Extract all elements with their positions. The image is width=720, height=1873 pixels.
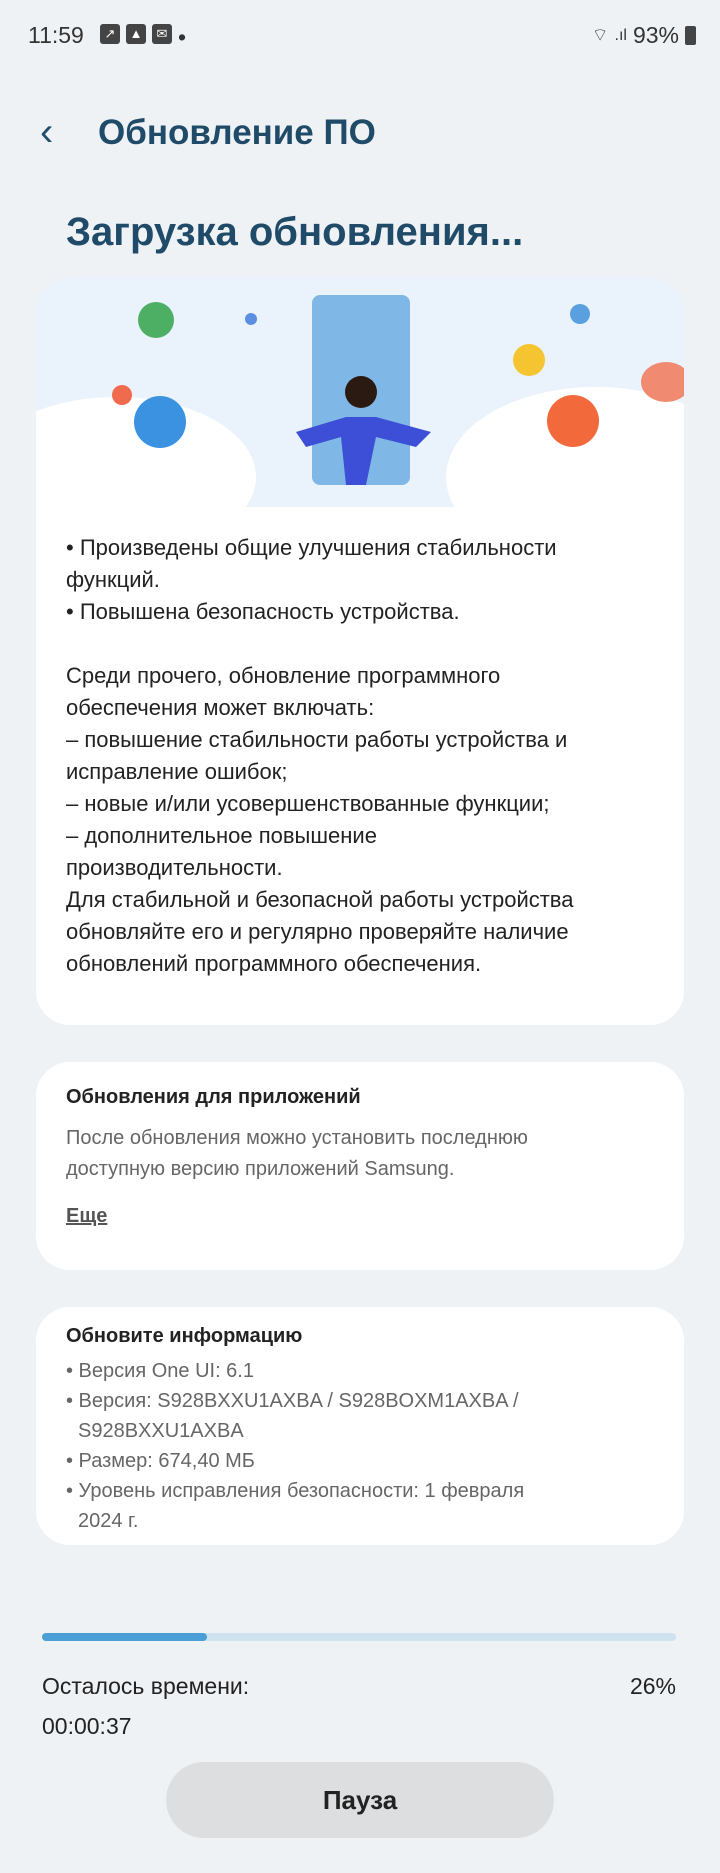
note-line: производительности. <box>66 855 283 880</box>
update-info-list <box>66 1356 654 1536</box>
progress-percent: 26% <box>629 1673 676 1699</box>
info-line: • Версия: S928BXXU1AXBA / S928BOXM1AXBA / <box>66 1390 519 1412</box>
note-line: • Повышена безопасность устройства. <box>66 599 460 624</box>
time-left-value: 00:00:37 <box>42 1713 132 1739</box>
note-line: – новые и/или усовершенствованные функции; <box>66 791 550 816</box>
status-time: 11:59 <box>28 22 84 48</box>
note-line: обновляйте его и регулярно проверяйте наличие <box>66 919 569 944</box>
update-info-title: Обновите информацию <box>66 1325 303 1347</box>
time-remaining <box>42 1666 249 1746</box>
update-info-card <box>36 1307 684 1545</box>
note-line: Для стабильной и безопасной работы устройства <box>66 887 574 912</box>
note-line: исправление ошибок; <box>66 759 288 784</box>
note-line: функций. <box>66 567 160 592</box>
info-line: • Версия One UI: 6.1 <box>66 1360 254 1382</box>
app-updates-title: Обновления для приложений <box>66 1086 361 1108</box>
update-illustration <box>36 277 684 507</box>
release-notes-text <box>66 532 573 980</box>
battery-percent: 93% <box>632 22 679 48</box>
note-line: обновлений программного обеспечения. <box>66 951 482 976</box>
text-line: доступную версию приложений Samsung. <box>66 1158 455 1180</box>
mail-notification-icon: ✉ <box>152 24 172 44</box>
more-notifications-icon: • <box>178 24 187 50</box>
more-link[interactable]: Еще <box>66 1205 108 1227</box>
app-updates-card <box>36 1062 684 1270</box>
info-line: • Уровень исправления безопасности: 1 февраля <box>66 1480 525 1502</box>
call-notification-icon: ↗ <box>100 24 120 44</box>
wifi-icon: ⌔ <box>591 25 609 45</box>
note-line: • Произведены общие улучшения стабильности <box>66 535 557 560</box>
page-title: Обновление ПО <box>98 113 376 152</box>
back-button[interactable]: ‹ <box>40 110 54 154</box>
info-line: 2024 г. <box>78 1510 139 1532</box>
note-line: – дополнительное повышение <box>66 823 377 848</box>
download-progress-bar <box>42 1633 676 1641</box>
time-left-label: Осталось времени: <box>42 1673 250 1699</box>
download-heading: Загрузка обновления... <box>66 210 524 254</box>
gallery-notification-icon: ▲ <box>126 24 146 44</box>
note-line: обеспечения может включать: <box>66 695 375 720</box>
signal-icon: .ıl <box>614 26 627 44</box>
info-line: S928BXXU1AXBA <box>78 1420 244 1442</box>
battery-icon <box>685 26 696 45</box>
status-bar <box>0 20 720 52</box>
progress-fill <box>42 1633 207 1641</box>
text-line: После обновления можно установить последнюю <box>66 1127 528 1149</box>
note-line: Среди прочего, обновление программного <box>66 663 501 688</box>
note-line: – повышение стабильности работы устройства и <box>66 727 568 752</box>
pause-button[interactable]: Пауза <box>166 1762 554 1838</box>
app-updates-text <box>66 1123 654 1185</box>
info-line: • Размер: 674,40 МБ <box>66 1450 255 1472</box>
